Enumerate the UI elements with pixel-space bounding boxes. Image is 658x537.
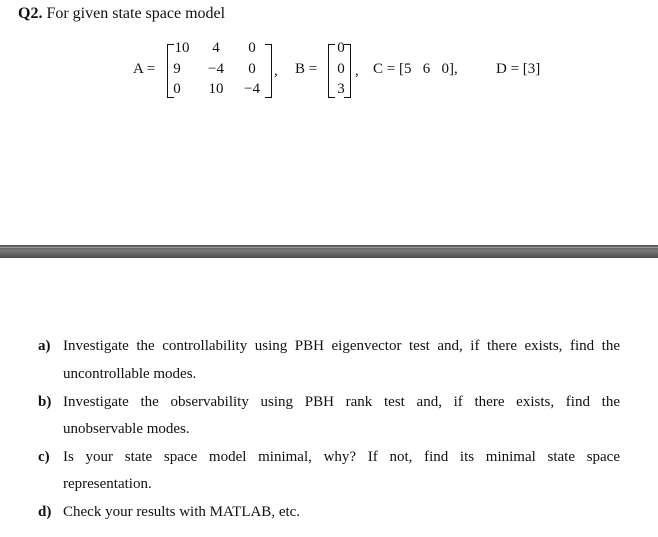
matrix-b-comma: , [355,63,359,79]
matrix-c: C = [5 6 0], [373,61,458,77]
matrix-a-cell: 0 [173,81,181,97]
item-text-line2: unobservable modes. [63,421,190,437]
matrix-b-cell: 0 [337,40,345,56]
matrix-a-cell: 9 [173,61,181,77]
matrix-a-cell: −4 [244,81,260,97]
item-text-line1: Investigate the controllability using PBH eigenvector test and, if there exists, find the [63,338,620,354]
item-marker: c) [38,449,50,465]
item-text-line2: uncontrollable modes. [63,366,197,382]
matrix-a-cell: 10 [208,81,224,97]
matrix-d: D = [3] [496,61,541,77]
item-text-line1: Check your results with MATLAB, etc. [63,504,301,520]
question-heading [18,5,225,23]
state-space-equations [0,40,658,100]
matrix-a-cell: 0 [248,61,256,77]
matrix-a-comma: , [274,63,278,79]
matrix-a-right-bracket [265,44,272,98]
matrix-a-cell: −4 [208,61,224,77]
matrix-a-cell: 0 [248,40,256,56]
item-text-line2: representation. [63,476,152,492]
matrix-a-cell: 10 [174,40,190,56]
item-marker: d) [38,504,52,520]
matrix-b-label: B = [295,61,318,77]
item-marker: b) [38,394,52,410]
matrix-b-right-bracket [344,44,351,98]
divider-bar [0,245,658,258]
matrix-a-cell: 4 [212,40,220,56]
question-number: Q2. [18,5,43,22]
matrix-b-cell: 3 [337,81,345,97]
matrix-b-cell: 0 [337,61,345,77]
item-marker: a) [38,338,51,354]
item-text-line1: Investigate the observability using PBH rank test and, if there exists, find the [63,394,620,410]
question-text: For given state space model [46,5,226,22]
matrix-a-label: A = [133,61,156,77]
item-text-line1: Is your state space model minimal, why? If not, find its minimal state space [63,449,620,465]
